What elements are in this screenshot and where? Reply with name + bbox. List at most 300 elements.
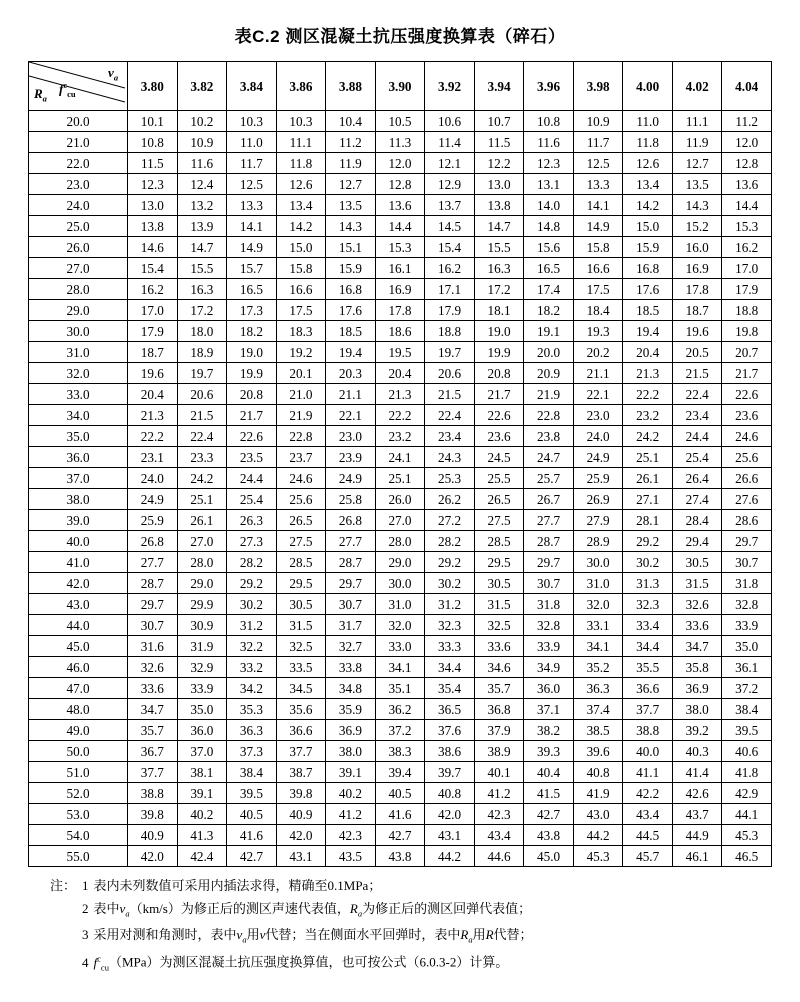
table-cell: 15.5: [474, 237, 524, 258]
row-header: 32.0: [29, 363, 128, 384]
table-cell: 17.8: [375, 300, 425, 321]
table-cell: 19.4: [623, 321, 673, 342]
table-cell: 19.7: [425, 342, 475, 363]
table-cell: 44.9: [672, 825, 722, 846]
table-cell: 37.7: [128, 762, 178, 783]
note-text-part-e: 代替；: [493, 927, 533, 943]
table-cell: 26.1: [623, 468, 673, 489]
table-row: [29, 552, 772, 573]
column-header: 3.98: [573, 62, 623, 111]
table-cell: 28.5: [474, 531, 524, 552]
note-text-part-a: （MPa）为测区混凝土抗压强度换算值，也可按公式（6.0.3-2）计算。: [108, 954, 509, 970]
table-cell: 20.3: [326, 363, 376, 384]
table-row: [29, 825, 772, 846]
table-cell: 12.5: [573, 153, 623, 174]
table-cell: 42.2: [623, 783, 673, 804]
table-cell: 15.8: [276, 258, 326, 279]
symbol-ra: $R_a$: [349, 901, 363, 919]
table-cell: 21.7: [474, 384, 524, 405]
table-cell: 27.6: [722, 489, 772, 510]
row-header: 50.0: [29, 741, 128, 762]
table-cell: 24.0: [128, 468, 178, 489]
table-cell: 42.3: [326, 825, 376, 846]
table-cell: 34.2: [227, 678, 277, 699]
table-row: [29, 195, 772, 216]
table-cell: 26.8: [326, 510, 376, 531]
table-cell: 19.7: [177, 363, 227, 384]
table-cell: 44.6: [474, 846, 524, 867]
table-row: [29, 489, 772, 510]
table-cell: 12.7: [326, 174, 376, 195]
table-cell: 11.2: [326, 132, 376, 153]
table-cell: 43.4: [623, 804, 673, 825]
table-cell: 20.5: [672, 342, 722, 363]
table-cell: 17.5: [276, 300, 326, 321]
table-cell: 33.4: [623, 615, 673, 636]
table-cell: 36.9: [672, 678, 722, 699]
table-cell: 40.5: [227, 804, 277, 825]
table-cell: 33.9: [177, 678, 227, 699]
table-cell: 30.5: [474, 573, 524, 594]
row-header: 44.0: [29, 615, 128, 636]
table-cell: 37.2: [722, 678, 772, 699]
table-cell: 10.4: [326, 111, 376, 132]
table-cell: 19.2: [276, 342, 326, 363]
table-cell: 30.7: [722, 552, 772, 573]
table-row: [29, 846, 772, 867]
table-cell: 41.3: [177, 825, 227, 846]
symbol-fcu: $f^c_{cu}$: [93, 953, 109, 973]
table-cell: 38.4: [227, 762, 277, 783]
table-cell: 37.6: [425, 720, 475, 741]
table-cell: 21.7: [722, 363, 772, 384]
table-cell: 42.7: [524, 804, 574, 825]
table-cell: 18.8: [425, 321, 475, 342]
table-cell: 25.1: [177, 489, 227, 510]
table-cell: 13.8: [128, 216, 178, 237]
table-header-row: [29, 62, 772, 111]
table-cell: 25.5: [474, 468, 524, 489]
table-cell: 42.0: [276, 825, 326, 846]
table-cell: 13.0: [128, 195, 178, 216]
table-row: [29, 405, 772, 426]
table-cell: 27.7: [524, 510, 574, 531]
table-cell: 24.2: [177, 468, 227, 489]
table-cell: 24.5: [474, 447, 524, 468]
row-header: 27.0: [29, 258, 128, 279]
table-cell: 11.7: [573, 132, 623, 153]
table-cell: 32.3: [425, 615, 475, 636]
table-cell: 38.4: [722, 699, 772, 720]
table-cell: 41.4: [672, 762, 722, 783]
table-row: [29, 174, 772, 195]
table-row: [29, 111, 772, 132]
table-cell: 20.8: [474, 363, 524, 384]
table-cell: 32.5: [276, 636, 326, 657]
table-cell: 46.5: [722, 846, 772, 867]
table-cell: 32.0: [573, 594, 623, 615]
table-cell: 37.3: [227, 741, 277, 762]
table-cell: 10.9: [573, 111, 623, 132]
table-cell: 43.5: [326, 846, 376, 867]
table-cell: 40.8: [425, 783, 475, 804]
table-cell: 22.4: [672, 384, 722, 405]
table-cell: 28.7: [524, 531, 574, 552]
table-cell: 12.8: [375, 174, 425, 195]
table-cell: 39.8: [128, 804, 178, 825]
table-cell: 10.9: [177, 132, 227, 153]
table-cell: 23.6: [722, 405, 772, 426]
table-cell: 23.2: [375, 426, 425, 447]
table-cell: 24.9: [573, 447, 623, 468]
table-cell: 40.0: [623, 741, 673, 762]
table-cell: 11.6: [177, 153, 227, 174]
table-cell: 11.8: [276, 153, 326, 174]
table-row: [29, 384, 772, 405]
table-cell: 36.2: [375, 699, 425, 720]
table-cell: 37.4: [573, 699, 623, 720]
column-header: 4.00: [623, 62, 673, 111]
table-cell: 22.4: [425, 405, 475, 426]
table-cell: 12.4: [177, 174, 227, 195]
table-cell: 25.4: [672, 447, 722, 468]
table-cell: 17.2: [177, 300, 227, 321]
table-cell: 35.5: [623, 657, 673, 678]
table-cell: 17.4: [524, 279, 574, 300]
table-row: [29, 804, 772, 825]
table-cell: 36.6: [623, 678, 673, 699]
row-header: 30.0: [29, 321, 128, 342]
table-row: [29, 447, 772, 468]
note-text-part-a: 表中: [93, 901, 120, 917]
table-cell: 36.5: [425, 699, 475, 720]
table-cell: 13.9: [177, 216, 227, 237]
table-cell: 33.0: [375, 636, 425, 657]
table-cell: 24.9: [326, 468, 376, 489]
table-cell: 21.1: [573, 363, 623, 384]
table-cell: 13.2: [177, 195, 227, 216]
corner-header-cell: [29, 62, 128, 111]
symbol-ra: $R_a$: [460, 927, 473, 945]
table-cell: 45.3: [573, 846, 623, 867]
table-cell: 45.3: [722, 825, 772, 846]
table-cell: 11.7: [227, 153, 277, 174]
table-cell: 26.7: [524, 489, 574, 510]
table-cell: 32.9: [177, 657, 227, 678]
table-cell: 40.5: [375, 783, 425, 804]
table-cell: 39.5: [227, 783, 277, 804]
table-row: [29, 279, 772, 300]
row-header: 24.0: [29, 195, 128, 216]
table-cell: 34.7: [128, 699, 178, 720]
table-cell: 33.6: [474, 636, 524, 657]
table-cell: 14.2: [623, 195, 673, 216]
table-cell: 11.5: [474, 132, 524, 153]
table-cell: 19.0: [227, 342, 277, 363]
table-cell: 44.1: [722, 804, 772, 825]
table-row: [29, 678, 772, 699]
table-row: [29, 762, 772, 783]
table-cell: 11.9: [672, 132, 722, 153]
table-cell: 23.6: [474, 426, 524, 447]
table-cell: 31.0: [573, 573, 623, 594]
table-cell: 11.0: [623, 111, 673, 132]
table-cell: 12.6: [623, 153, 673, 174]
notes-section: [50, 879, 750, 972]
table-cell: 16.3: [474, 258, 524, 279]
table-cell: 26.6: [722, 468, 772, 489]
table-cell: 18.6: [375, 321, 425, 342]
note-text-part-c: 代替；当在侧面水平回弹时，表中: [265, 927, 461, 943]
note-text-part-a: 采用对测和角测时，表中: [93, 927, 237, 943]
table-cell: 18.2: [524, 300, 574, 321]
table-cell: 20.4: [128, 384, 178, 405]
table-cell: 20.7: [722, 342, 772, 363]
table-cell: 42.6: [672, 783, 722, 804]
table-cell: 13.8: [474, 195, 524, 216]
table-cell: 10.2: [177, 111, 227, 132]
table-cell: 37.2: [375, 720, 425, 741]
table-cell: 21.0: [276, 384, 326, 405]
table-cell: 39.1: [177, 783, 227, 804]
table-cell: 15.8: [573, 237, 623, 258]
table-cell: 41.6: [375, 804, 425, 825]
table-cell: 21.9: [524, 384, 574, 405]
table-cell: 44.2: [573, 825, 623, 846]
table-cell: 36.3: [227, 720, 277, 741]
table-row: [29, 321, 772, 342]
table-cell: 38.0: [326, 741, 376, 762]
table-cell: 20.9: [524, 363, 574, 384]
row-header: 38.0: [29, 489, 128, 510]
symbol-r: R: [485, 927, 494, 943]
table-cell: 37.0: [177, 741, 227, 762]
table-cell: 10.8: [524, 111, 574, 132]
table-cell: 27.0: [177, 531, 227, 552]
table-row: [29, 510, 772, 531]
table-cell: 38.2: [524, 720, 574, 741]
table-cell: 36.0: [524, 678, 574, 699]
table-cell: 29.2: [227, 573, 277, 594]
row-header: 49.0: [29, 720, 128, 741]
table-cell: 42.7: [375, 825, 425, 846]
table-cell: 43.8: [524, 825, 574, 846]
table-body: [29, 111, 772, 867]
row-header: 55.0: [29, 846, 128, 867]
table-cell: 14.3: [672, 195, 722, 216]
table-cell: 30.2: [623, 552, 673, 573]
page-title: 表C.2 测区混凝土抗压强度换算表（碎石）: [234, 27, 566, 46]
table-cell: 15.1: [326, 237, 376, 258]
table-cell: 30.5: [276, 594, 326, 615]
table-row: [29, 531, 772, 552]
table-cell: 40.8: [573, 762, 623, 783]
table-cell: 17.6: [326, 300, 376, 321]
table-cell: 11.0: [227, 132, 277, 153]
row-header: 25.0: [29, 216, 128, 237]
table-cell: 42.0: [128, 846, 178, 867]
table-cell: 22.8: [524, 405, 574, 426]
column-header: 3.82: [177, 62, 227, 111]
table-cell: 28.2: [425, 531, 475, 552]
table-cell: 28.1: [623, 510, 673, 531]
table-cell: 35.3: [227, 699, 277, 720]
table-cell: 34.8: [326, 678, 376, 699]
table-cell: 40.2: [326, 783, 376, 804]
table-cell: 12.3: [128, 174, 178, 195]
table-cell: 34.7: [672, 636, 722, 657]
table-cell: 31.5: [276, 615, 326, 636]
table-cell: 27.3: [227, 531, 277, 552]
row-header: 26.0: [29, 237, 128, 258]
table-row: [29, 699, 772, 720]
table-cell: 31.8: [524, 594, 574, 615]
table-cell: 19.1: [524, 321, 574, 342]
table-cell: 11.4: [425, 132, 475, 153]
table-cell: 13.4: [276, 195, 326, 216]
table-cell: 17.1: [425, 279, 475, 300]
table-cell: 22.1: [573, 384, 623, 405]
table-cell: 41.6: [227, 825, 277, 846]
table-cell: 14.1: [227, 216, 277, 237]
table-cell: 36.3: [573, 678, 623, 699]
table-cell: 19.4: [326, 342, 376, 363]
table-cell: 38.5: [573, 720, 623, 741]
table-cell: 13.1: [524, 174, 574, 195]
column-header: 3.88: [326, 62, 376, 111]
table-cell: 14.3: [326, 216, 376, 237]
table-cell: 13.6: [722, 174, 772, 195]
row-header: 45.0: [29, 636, 128, 657]
table-cell: 11.6: [524, 132, 574, 153]
table-cell: 13.6: [375, 195, 425, 216]
table-cell: 37.1: [524, 699, 574, 720]
table-cell: 13.5: [326, 195, 376, 216]
note-item-3: [50, 928, 750, 945]
table-cell: 20.4: [375, 363, 425, 384]
table-cell: 25.8: [326, 489, 376, 510]
table-cell: 35.0: [177, 699, 227, 720]
row-header: 29.0: [29, 300, 128, 321]
table-cell: 38.7: [276, 762, 326, 783]
table-row: [29, 594, 772, 615]
table-cell: 33.6: [672, 615, 722, 636]
table-cell: 13.4: [623, 174, 673, 195]
table-cell: 19.9: [227, 363, 277, 384]
table-cell: 16.0: [672, 237, 722, 258]
table-cell: 31.9: [177, 636, 227, 657]
table-cell: 35.8: [672, 657, 722, 678]
table-cell: 34.6: [474, 657, 524, 678]
table-cell: 27.7: [326, 531, 376, 552]
table-cell: 31.5: [474, 594, 524, 615]
table-cell: 15.0: [623, 216, 673, 237]
table-cell: 30.0: [375, 573, 425, 594]
note-text-part-c: 为修正后的测区回弹代表值；: [362, 901, 532, 917]
table-cell: 16.2: [425, 258, 475, 279]
note-number: 3: [82, 927, 89, 943]
table-row: [29, 237, 772, 258]
table-cell: 19.9: [474, 342, 524, 363]
table-cell: 32.8: [722, 594, 772, 615]
table-cell: 29.0: [177, 573, 227, 594]
table-cell: 28.7: [326, 552, 376, 573]
row-header: 33.0: [29, 384, 128, 405]
table-cell: 43.7: [672, 804, 722, 825]
label-fcu: [59, 76, 76, 104]
table-cell: 37.7: [276, 741, 326, 762]
table-cell: 40.3: [672, 741, 722, 762]
table-cell: 17.8: [672, 279, 722, 300]
table-cell: 28.9: [573, 531, 623, 552]
table-cell: 19.5: [375, 342, 425, 363]
table-cell: 31.6: [128, 636, 178, 657]
table-cell: 26.0: [375, 489, 425, 510]
table-cell: 38.8: [128, 783, 178, 804]
table-cell: 39.3: [524, 741, 574, 762]
table-cell: 24.7: [524, 447, 574, 468]
table-cell: 38.6: [425, 741, 475, 762]
table-cell: 35.2: [573, 657, 623, 678]
table-cell: 20.4: [623, 342, 673, 363]
table-cell: 26.2: [425, 489, 475, 510]
table-cell: 23.0: [326, 426, 376, 447]
table-row: [29, 783, 772, 804]
table-row: [29, 657, 772, 678]
row-header: 42.0: [29, 573, 128, 594]
table-cell: 15.6: [524, 237, 574, 258]
table-cell: 30.0: [573, 552, 623, 573]
table-cell: 31.7: [326, 615, 376, 636]
table-cell: 43.1: [425, 825, 475, 846]
table-cell: 14.2: [276, 216, 326, 237]
label-va: [108, 63, 118, 88]
table-cell: 28.4: [672, 510, 722, 531]
table-cell: 40.9: [128, 825, 178, 846]
table-cell: 30.5: [672, 552, 722, 573]
table-cell: 28.2: [227, 552, 277, 573]
table-cell: 39.7: [425, 762, 475, 783]
table-cell: 23.8: [524, 426, 574, 447]
table-cell: 33.5: [276, 657, 326, 678]
table-cell: 15.7: [227, 258, 277, 279]
row-header: 28.0: [29, 279, 128, 300]
table-cell: 23.3: [177, 447, 227, 468]
table-cell: 39.4: [375, 762, 425, 783]
column-header: 4.04: [722, 62, 772, 111]
table-cell: 13.7: [425, 195, 475, 216]
table-cell: 22.2: [128, 426, 178, 447]
table-cell: 33.2: [227, 657, 277, 678]
table-row: [29, 720, 772, 741]
label-va-symbol: v: [108, 65, 114, 80]
table-cell: 24.3: [425, 447, 475, 468]
table-cell: 25.3: [425, 468, 475, 489]
table-cell: 40.1: [474, 762, 524, 783]
table-cell: 16.1: [375, 258, 425, 279]
table-cell: 19.8: [722, 321, 772, 342]
table-cell: 40.6: [722, 741, 772, 762]
column-header: 3.80: [128, 62, 178, 111]
table-cell: 35.1: [375, 678, 425, 699]
note-item-2: [50, 902, 750, 919]
table-cell: 12.1: [425, 153, 475, 174]
table-cell: 34.9: [524, 657, 574, 678]
table-cell: 20.2: [573, 342, 623, 363]
table-cell: 34.4: [425, 657, 475, 678]
table-cell: 22.6: [474, 405, 524, 426]
table-cell: 43.8: [375, 846, 425, 867]
